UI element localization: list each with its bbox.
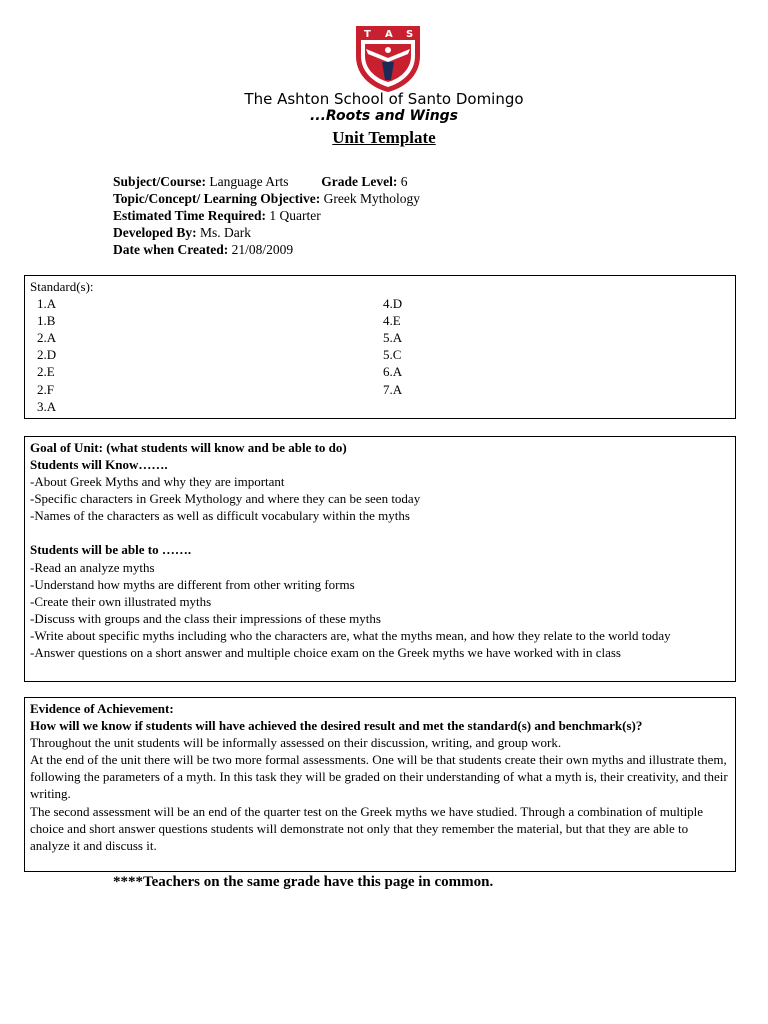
standards-box (24, 275, 736, 419)
able-item: -Answer questions on a short answer and multiple choice exam on the Greek myths we have worked with in class (30, 645, 621, 661)
subject-value: Language Arts (209, 174, 289, 189)
standard-item: 1.A (37, 296, 57, 312)
know-item: -About Greek Myths and why they are important (30, 474, 285, 490)
developer-value: Ms. Dark (200, 225, 251, 240)
able-item: -Read an analyze myths (30, 559, 155, 575)
able-item: -Write about specific myths including who the characters are, what the myths mean, and how they relate to the world today (30, 627, 671, 643)
know-item: -Names of the characters as well as difficult vocabulary within the myths (30, 508, 410, 524)
evidence-paragraph: At the end of the unit there will be two more formal assessments. One will be that students create their own myths and illustrate them, following the parameters of a myth. In this task they will be graded on their understanding of what a myth is, their creativity, and their writing. (30, 752, 728, 802)
school-crest-logo (352, 22, 424, 94)
standard-item: 2.A (37, 330, 57, 346)
svg-text:S: S (406, 29, 414, 40)
topic-label: Topic/Concept/ Learning Objective: (113, 191, 321, 206)
standard-item: 5.A (383, 330, 403, 346)
standard-item: 1.B (37, 313, 56, 329)
school-name: The Ashton School of Santo Domingo (244, 90, 524, 108)
evidence-heading: Evidence of Achievement: (30, 701, 174, 716)
school-motto: ...Roots and Wings (309, 108, 459, 124)
subject-label: Subject/Course: (113, 174, 206, 189)
grade-label: Grade Level: (321, 174, 398, 189)
standards-right-column (383, 295, 729, 415)
standard-item: 5.C (383, 347, 402, 363)
svg-text:T: T (364, 29, 371, 40)
able-item: -Create their own illustrated myths (30, 593, 212, 609)
date-value: 21/08/2009 (231, 242, 294, 257)
standard-item: 7.A (383, 381, 403, 397)
goal-box (24, 436, 736, 682)
standards-left-column (30, 295, 383, 415)
standard-item: 2.F (37, 381, 54, 397)
time-line (113, 207, 321, 224)
evidence-paragraph: Throughout the unit students will be informally assessed on their discussion, writing, and group work. (30, 735, 562, 751)
time-value: 1 Quarter (269, 208, 321, 223)
footer-note: ****Teachers on the same grade have this page in common. (113, 874, 494, 890)
standard-item: 2.D (37, 347, 57, 363)
date-label: Date when Created: (113, 242, 229, 257)
able-heading: Students will be able to ……. (30, 542, 192, 558)
standard-item: 2.E (37, 364, 55, 380)
subject-grade-line (113, 173, 407, 190)
document-title: Unit Template (332, 128, 436, 147)
evidence-paragraph: The second assessment will be an end of the quarter test on the Greek myths we have studied. Through a combination of multiple choice and short answer questions students will demonstrate not only that they remember the material, but that they are able to analyze it and discuss it. (30, 803, 704, 853)
standard-item: 4.E (383, 313, 401, 329)
goal-heading: Goal of Unit: (what students will know and be able to do) (30, 440, 347, 455)
time-label: Estimated Time Required: (113, 208, 267, 223)
svg-text:A: A (385, 29, 393, 40)
date-line (113, 241, 293, 258)
standard-item: 4.D (383, 296, 403, 312)
developer-line (113, 224, 251, 241)
grade-value: 6 (400, 174, 408, 189)
able-item: -Discuss with groups and the class their impressions of these myths (30, 610, 381, 626)
able-item: -Understand how myths are different from other writing forms (30, 576, 355, 592)
evidence-question: How will we know if students will have achieved the desired result and met the standard(s) and benchmark(s)? (30, 718, 643, 734)
standard-item: 3.A (37, 398, 57, 414)
topic-line (113, 190, 420, 207)
standards-label: Standard(s): (30, 279, 94, 294)
developer-label: Developed By: (113, 225, 197, 240)
know-item: -Specific characters in Greek Mythology and where they can be seen today (30, 491, 421, 507)
know-heading: Students will Know……. (30, 457, 168, 473)
standard-item: 6.A (383, 364, 403, 380)
topic-value: Greek Mythology (323, 191, 420, 206)
evidence-box (24, 697, 736, 872)
